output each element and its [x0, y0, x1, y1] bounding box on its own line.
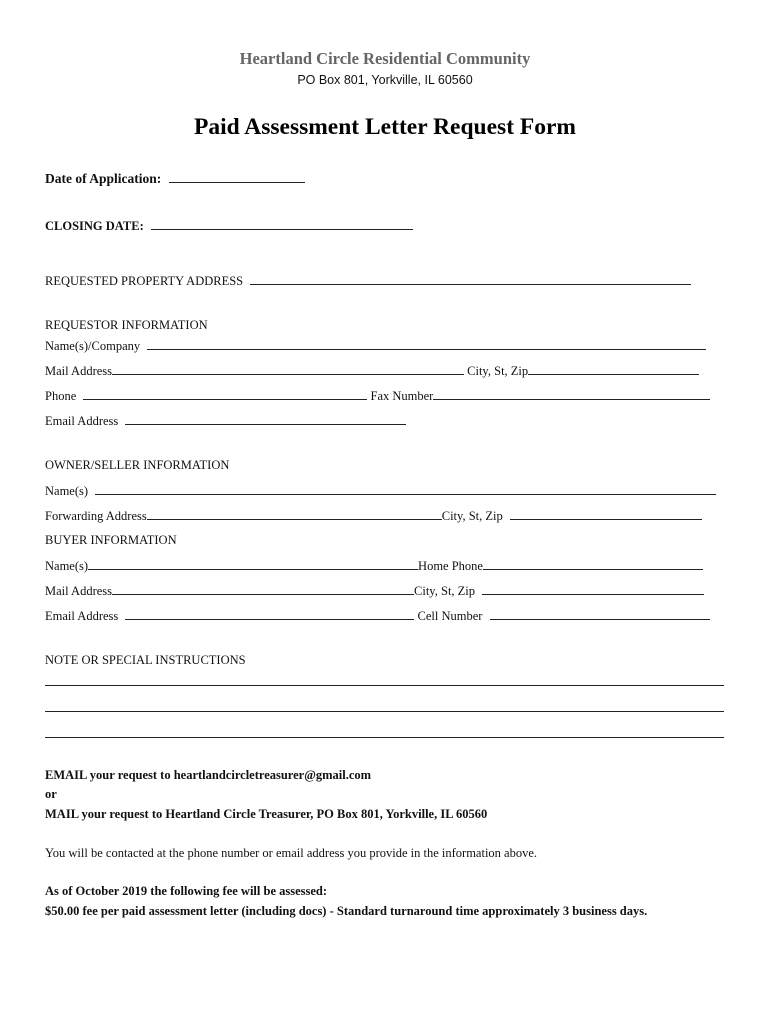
buyer-names-label: Name(s) — [45, 559, 89, 573]
requestor-mail-label: Mail Address — [45, 364, 113, 378]
owner-city-label: City, St, Zip — [441, 509, 503, 523]
owner-heading: OWNER/SELLER INFORMATION — [45, 458, 230, 472]
requestor-city-label: City, St, Zip — [467, 364, 529, 378]
buyer-cell-label: Cell Number — [417, 609, 483, 623]
notes-heading: NOTE OR SPECIAL INSTRUCTIONS — [45, 653, 246, 667]
date-of-application-row — [45, 171, 305, 187]
requestor-names-label: Name(s)/Company — [45, 339, 141, 353]
buyer-home-phone-label: Home Phone — [418, 559, 483, 573]
requestor-phone-field[interactable] — [83, 388, 367, 400]
notes-line-1[interactable] — [45, 685, 724, 686]
contact-note: You will be contacted at the phone number or email address you provide in the information above. — [45, 846, 538, 860]
owner-city-field[interactable] — [510, 508, 702, 520]
property-address-field[interactable] — [250, 273, 691, 285]
closing-date-field[interactable] — [151, 218, 413, 230]
mail-instruction: MAIL your request to Heartland Circle Treasurer, PO Box 801, Yorkville, IL 60560 — [45, 807, 488, 821]
owner-names-row — [45, 483, 716, 499]
buyer-cell-field[interactable] — [490, 608, 710, 620]
requestor-email-row — [45, 413, 406, 429]
organization-address: PO Box 801, Yorkville, IL 60560 — [297, 73, 473, 87]
requestor-fax-field[interactable] — [433, 388, 710, 400]
owner-names-field[interactable] — [95, 483, 716, 495]
fee-detail: $50.00 fee per paid assessment letter (including docs) - Standard turnaround time approximately 3 business days. — [45, 904, 648, 918]
buyer-mail-label: Mail Address — [45, 584, 113, 598]
buyer-email-row — [45, 608, 710, 624]
notes-line-2[interactable] — [45, 711, 724, 712]
form-title: Paid Assessment Letter Request Form — [193, 114, 577, 140]
buyer-mail-field[interactable] — [112, 583, 414, 595]
property-address-row — [45, 273, 691, 289]
buyer-email-field[interactable] — [125, 608, 414, 620]
date-of-application-label: Date of Application: — [45, 171, 162, 186]
requestor-city-field[interactable] — [528, 363, 699, 375]
closing-date-row — [45, 218, 413, 234]
buyer-names-row — [45, 558, 703, 574]
requestor-names-field[interactable] — [147, 338, 706, 350]
organization-name: Heartland Circle Residential Community — [239, 49, 531, 68]
requestor-fax-label: Fax Number — [370, 389, 434, 403]
date-of-application-field[interactable] — [169, 171, 305, 183]
email-instruction: EMAIL your request to heartlandcircletreasurer@gmail.com — [45, 768, 372, 782]
buyer-email-label: Email Address — [45, 609, 119, 623]
notes-line-3[interactable] — [45, 737, 724, 738]
owner-forwarding-label: Forwarding Address — [45, 509, 147, 523]
requestor-mail-row — [45, 363, 699, 379]
requestor-phone-row — [45, 388, 710, 404]
buyer-home-phone-field[interactable] — [483, 558, 703, 570]
owner-names-label: Name(s) — [45, 484, 89, 498]
requestor-heading: REQUESTOR INFORMATION — [45, 318, 208, 332]
requestor-email-field[interactable] — [125, 413, 406, 425]
requestor-mail-field[interactable] — [112, 363, 464, 375]
fee-intro: As of October 2019 the following fee will be assessed: — [45, 884, 328, 898]
buyer-city-field[interactable] — [482, 583, 704, 595]
buyer-mail-row — [45, 583, 704, 599]
property-address-label: REQUESTED PROPERTY ADDRESS — [45, 274, 244, 288]
requestor-phone-label: Phone — [45, 389, 77, 403]
requestor-names-row — [45, 338, 706, 354]
owner-forwarding-row — [45, 508, 702, 524]
owner-forwarding-field[interactable] — [147, 508, 442, 520]
closing-date-label: CLOSING DATE: — [45, 219, 144, 233]
requestor-email-label: Email Address — [45, 414, 119, 428]
buyer-heading: BUYER INFORMATION — [45, 533, 177, 547]
buyer-names-field[interactable] — [88, 558, 418, 570]
or-separator: or — [45, 787, 57, 801]
buyer-city-label: City, St, Zip — [414, 584, 476, 598]
